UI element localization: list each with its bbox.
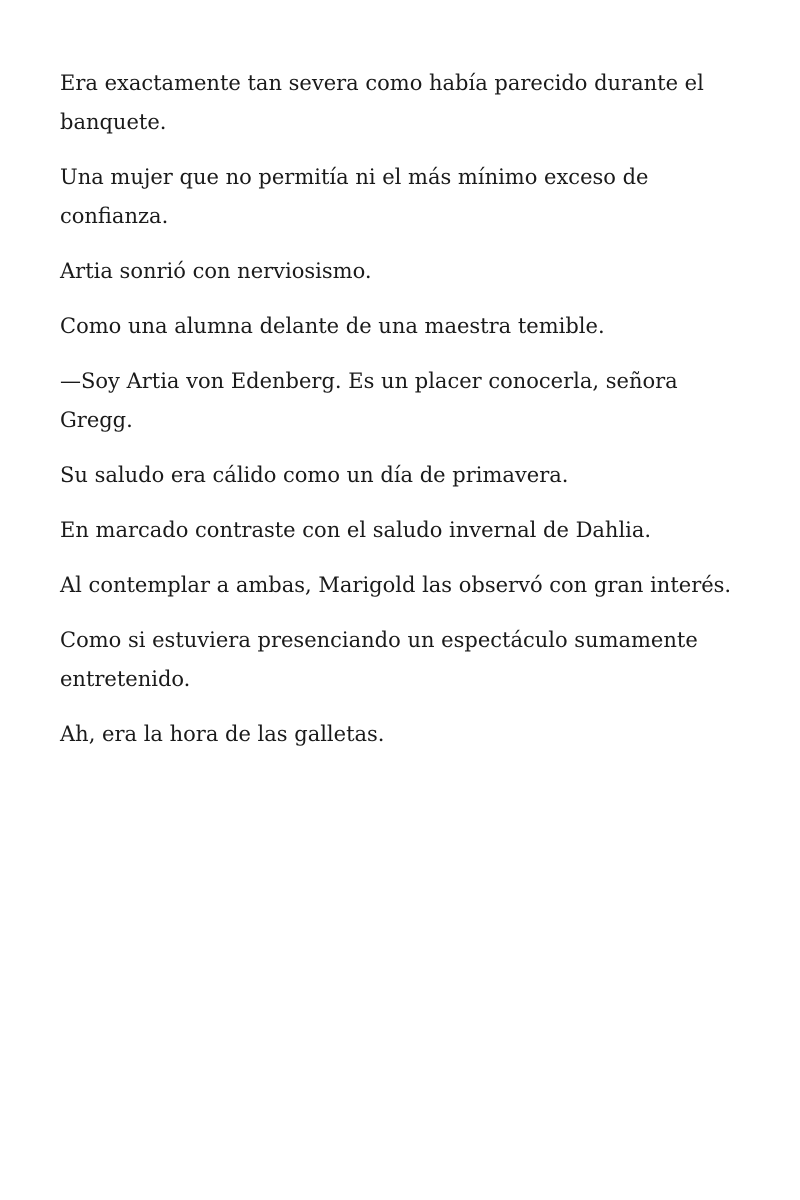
paragraph: Al contemplar a ambas, Marigold las observó con gran interés. xyxy=(60,573,732,597)
paragraph: Una mujer que no permitía ni el más mínimo exceso de confianza. xyxy=(60,165,649,228)
paragraph: —Soy Artia von Edenberg. Es un placer conocerla, señora Gregg. xyxy=(60,369,678,432)
paragraph: Su saludo era cálido como un día de primavera. xyxy=(60,463,569,487)
story-text xyxy=(60,64,740,754)
paragraph: Ah, era la hora de las galletas. xyxy=(60,722,385,746)
paragraph: Como una alumna delante de una maestra temible. xyxy=(60,314,605,338)
paragraph: En marcado contraste con el saludo invernal de Dahlia. xyxy=(60,518,652,542)
paragraph: Era exactamente tan severa como había parecido durante el banquete. xyxy=(60,71,704,134)
paragraph: Como si estuviera presenciando un espectáculo sumamente entretenido. xyxy=(60,628,698,691)
paragraph: Artia sonrió con nerviosismo. xyxy=(60,259,372,283)
